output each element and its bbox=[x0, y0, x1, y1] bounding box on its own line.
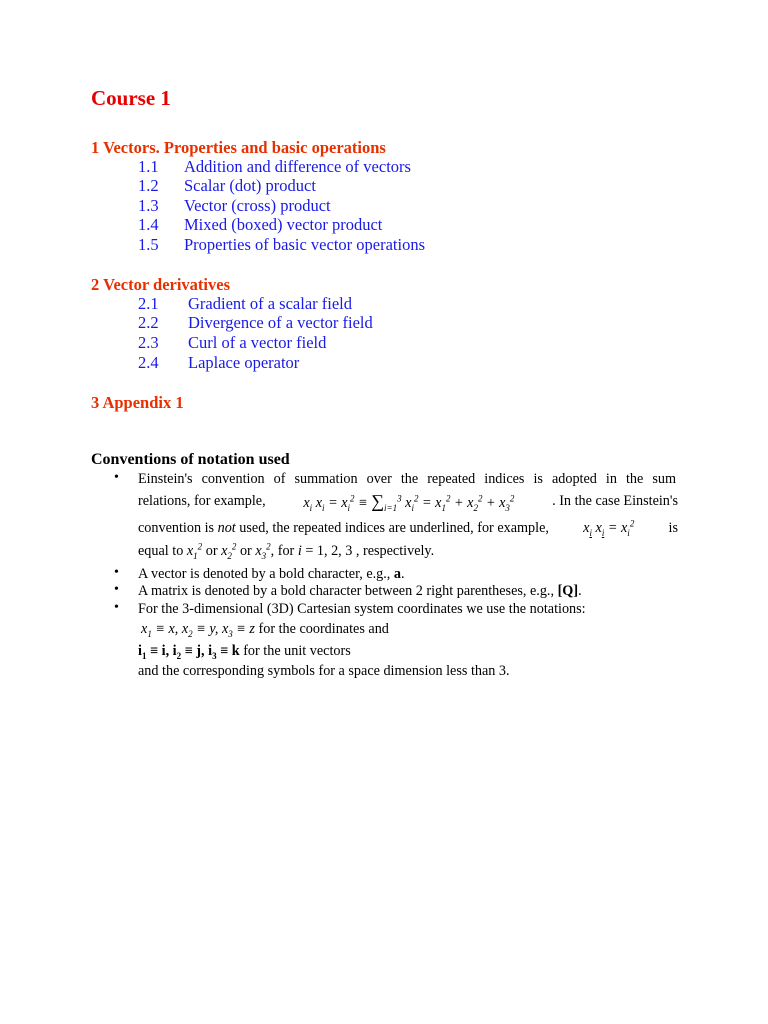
toc-num: 1.2 bbox=[138, 176, 159, 195]
bold-a: a bbox=[393, 566, 401, 582]
bold-q: [Q] bbox=[557, 583, 579, 599]
text-run: A vector is denoted by a bold character, e.g., bbox=[138, 566, 391, 582]
text-run: for the coordinates and bbox=[258, 621, 389, 637]
bullet-icon: • bbox=[114, 582, 119, 597]
unit-vectors-line bbox=[138, 642, 351, 660]
bullet-icon: • bbox=[114, 565, 119, 580]
bullet-1-line-2 bbox=[138, 492, 678, 512]
toc-item-1-2[interactable] bbox=[138, 176, 316, 196]
toc-item-1-5[interactable] bbox=[138, 235, 425, 255]
toc-item-2-1[interactable] bbox=[138, 294, 352, 314]
section-heading-1: 1 Vectors. Properties and basic operations bbox=[91, 138, 386, 157]
text-run: convention is bbox=[138, 520, 215, 536]
bullet-1-line-4 bbox=[138, 542, 434, 560]
formula-x1sq: $x_1^2$ bbox=[186, 541, 203, 561]
text-run: relations, for example, bbox=[138, 493, 266, 509]
text-run: , for bbox=[270, 543, 295, 559]
toc-label: Properties of basic vector operations bbox=[184, 235, 426, 254]
toc-label: Scalar (dot) product bbox=[184, 176, 316, 195]
formula-einstein-sum: $x_i$ $x_i = x_i^2 \equiv \sum_{i=1}^3$ $x_i^2 = x_1^2 + x_2^2 + x_3^2$ bbox=[303, 491, 515, 513]
text-run: or bbox=[205, 543, 218, 559]
toc-label: Vector (cross) product bbox=[184, 196, 331, 215]
formula-i: i bbox=[297, 543, 302, 559]
toc-num: 2.1 bbox=[138, 294, 159, 313]
bullet-icon: • bbox=[114, 470, 119, 485]
bullet-3: A matrix is denoted by a bold character between 2 right parentheses, e.g., [Q]. bbox=[138, 583, 582, 599]
text-run: A matrix is denoted by a bold character between 2 right parentheses, e.g., bbox=[138, 583, 555, 599]
toc-num: 1.3 bbox=[138, 196, 159, 215]
text-run: is bbox=[668, 520, 678, 536]
coordinates-line bbox=[141, 620, 389, 638]
toc-item-1-3[interactable] bbox=[138, 196, 331, 216]
text-run: equal to bbox=[138, 543, 184, 559]
toc-num: 1.5 bbox=[138, 235, 159, 254]
text-run: for the unit vectors bbox=[243, 643, 351, 659]
toc-num: 2.2 bbox=[138, 313, 159, 332]
emphasis-not: not bbox=[217, 520, 236, 536]
formula-x3sq: $x_3^2$ bbox=[255, 541, 271, 561]
text-run: = 1, 2, 3 , respectively. bbox=[305, 543, 435, 559]
dimension-line: and the corresponding symbols for a space dimension less than 3. bbox=[138, 663, 510, 679]
bullet-1-line-3 bbox=[138, 519, 678, 537]
formula-coordinates: $x_1 \equiv x$, $x_2 \equiv y$, $x_3 \equiv z$ bbox=[141, 621, 255, 639]
toc-num: 2.3 bbox=[138, 333, 159, 352]
toc-label: Addition and difference of vectors bbox=[184, 157, 411, 176]
bullet-2: A vector is denoted by a bold character, e.g., a. bbox=[138, 566, 405, 582]
text-run: used, the repeated indices are underlined, for example, bbox=[239, 520, 549, 536]
formula-unit-vectors: $i_1 \equiv i$, $i_2 \equiv j$, $i_3 \equiv k$ bbox=[138, 643, 240, 661]
toc-item-1-4[interactable] bbox=[138, 215, 382, 235]
toc-item-2-4[interactable] bbox=[138, 353, 299, 373]
toc-label: Gradient of a scalar field bbox=[188, 294, 353, 313]
toc-num: 1.4 bbox=[138, 215, 159, 234]
formula-underlined: $x_i$ $x_i = x_i^2$ bbox=[583, 518, 635, 538]
conventions-heading: Conventions of notation used bbox=[91, 451, 290, 468]
toc-item-2-2[interactable] bbox=[138, 313, 373, 333]
bullet-4: For the 3-dimensional (3D) Cartesian system coordinates we use the notations: bbox=[138, 601, 586, 617]
toc-item-2-3[interactable] bbox=[138, 333, 326, 353]
section-heading-3: 3 Appendix 1 bbox=[91, 393, 184, 412]
toc-item-1-1[interactable] bbox=[138, 157, 411, 177]
toc-label: Divergence of a vector field bbox=[188, 313, 373, 332]
text-run: or bbox=[239, 543, 252, 559]
toc-num: 2.4 bbox=[138, 353, 159, 372]
formula-x2sq: $x_2^2$ bbox=[221, 541, 237, 561]
bullet-icon: • bbox=[114, 600, 119, 615]
toc-label: Laplace operator bbox=[188, 353, 300, 372]
page-title: Course 1 bbox=[91, 86, 171, 110]
bullet-1-line-1: Einstein's convention of summation over the repeated indices is adopted in the sum bbox=[138, 471, 676, 487]
toc-label: Curl of a vector field bbox=[188, 333, 327, 352]
text-run: . In the case Einstein's bbox=[552, 493, 678, 509]
toc-num: 1.1 bbox=[138, 157, 159, 176]
section-heading-2: 2 Vector derivatives bbox=[91, 275, 231, 294]
toc-label: Mixed (boxed) vector product bbox=[184, 215, 383, 234]
